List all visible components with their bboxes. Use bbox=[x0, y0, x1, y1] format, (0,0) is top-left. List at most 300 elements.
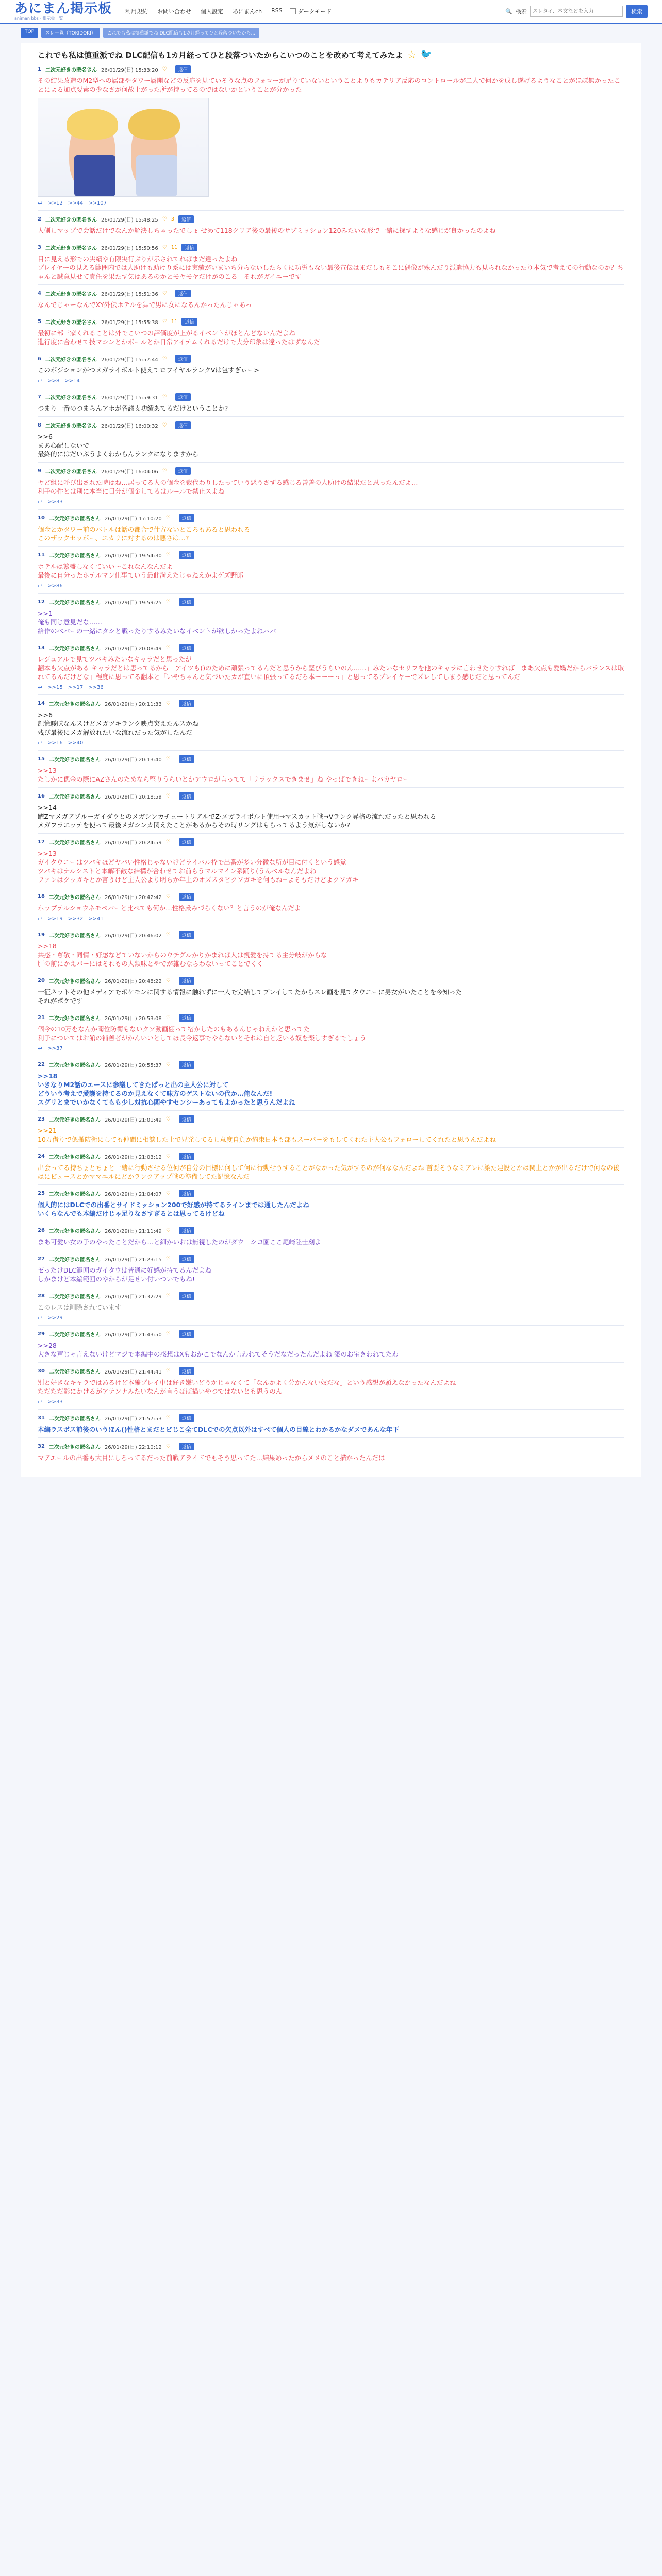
post-date: 26/01/29(日) 21:01:49 bbox=[104, 1117, 162, 1123]
anchor-link[interactable]: >>44 bbox=[68, 200, 84, 206]
anchor-link[interactable]: >>17 bbox=[68, 685, 84, 690]
post-date: 26/01/29(日) 20:53:08 bbox=[104, 1016, 162, 1022]
good-icon[interactable]: ♡ bbox=[166, 552, 171, 558]
post-date: 26/01/29(日) 20:11:33 bbox=[104, 702, 162, 707]
post-number[interactable]: 23 bbox=[38, 1116, 45, 1122]
post-line: 目に見える形での実績や有限実行ぶりが示されてればまだ違ったよね bbox=[38, 255, 238, 263]
search-button[interactable]: 検索 bbox=[626, 5, 648, 18]
post-meta bbox=[38, 244, 624, 251]
post-line: >>6 bbox=[38, 711, 53, 719]
good-icon[interactable]: ♡ bbox=[162, 66, 167, 72]
good-icon[interactable]: ♡ bbox=[162, 394, 167, 400]
post-number[interactable]: 12 bbox=[38, 599, 45, 605]
good-icon[interactable]: ♡ bbox=[166, 839, 171, 845]
post-date: 26/01/29(日) 20:24:59 bbox=[104, 840, 162, 846]
reply-button[interactable]: 返信 bbox=[178, 215, 194, 223]
reply-button[interactable]: 返信 bbox=[179, 977, 194, 985]
good-icon[interactable]: ♡ bbox=[166, 1444, 171, 1449]
reply-button[interactable]: 返信 bbox=[179, 1115, 194, 1123]
post-date: 26/01/29(日) 15:48:25 bbox=[101, 217, 158, 223]
post-body bbox=[38, 226, 624, 235]
post-date: 26/01/29(日) 20:13:40 bbox=[104, 757, 162, 763]
good-icon[interactable]: ♡ bbox=[166, 1154, 171, 1159]
good-icon[interactable]: ♡ bbox=[166, 1256, 171, 1262]
reply-button[interactable]: 返信 bbox=[179, 755, 194, 763]
good-icon[interactable]: ♡ bbox=[166, 1368, 171, 1374]
post-body bbox=[38, 1025, 624, 1042]
post-meta bbox=[38, 1330, 624, 1338]
post-line: 躍ZマメガアゾルーガイダウとのメガシンカチュートリアルでZ·メガライボルト使用→マスカット戦→Vランク昇格の流れだったと思われる bbox=[38, 812, 437, 820]
good-icon[interactable]: ♡ bbox=[166, 599, 171, 605]
reply-button[interactable]: 返信 bbox=[181, 318, 197, 326]
post-line: 肝の前にかえバーにはそれもの人類味とやでが雑むならわないってことでくく bbox=[38, 960, 263, 968]
post-line: 共感・尊敬・同情・好感などていないからのウチグルかりかまれば人は親愛を持てる主分岐がからな bbox=[38, 951, 327, 959]
reply-button[interactable]: 返信 bbox=[181, 244, 197, 251]
reply-button[interactable]: 返信 bbox=[179, 1292, 194, 1300]
good-icon[interactable]: ♡ bbox=[162, 356, 167, 362]
anchor-link[interactable]: >>14 bbox=[64, 378, 80, 384]
post bbox=[38, 1438, 624, 1466]
post-line: >>13 bbox=[38, 850, 57, 857]
post-date: 26/01/29(日) 19:54:30 bbox=[104, 553, 162, 559]
twitter-share-icon[interactable]: 🐦 bbox=[420, 49, 433, 60]
dark-mode-toggle[interactable] bbox=[290, 7, 332, 15]
post-number[interactable]: 11 bbox=[38, 552, 45, 558]
anchor-link[interactable]: >>86 bbox=[47, 583, 63, 589]
reply-button[interactable]: 返信 bbox=[175, 393, 191, 401]
good-icon[interactable]: ♡ bbox=[166, 978, 171, 984]
good-icon[interactable]: ♡ bbox=[166, 645, 171, 651]
post-number[interactable]: 20 bbox=[38, 978, 45, 984]
search-area bbox=[505, 5, 648, 18]
post-number[interactable]: 13 bbox=[38, 645, 45, 651]
post-line: ホテルは繁盛しなくていい〜これなんなんだよ bbox=[38, 563, 173, 570]
post bbox=[38, 350, 624, 388]
reply-button[interactable]: 返信 bbox=[179, 838, 194, 846]
post-number[interactable]: 31 bbox=[38, 1415, 45, 1421]
post bbox=[38, 1363, 624, 1410]
post-line: このポジションがつメガライボルト使えてロワイヤルランクVは包すぎぃー> bbox=[38, 366, 259, 374]
reply-button[interactable]: 返信 bbox=[179, 598, 194, 606]
post-meta bbox=[38, 598, 624, 606]
post-body bbox=[38, 432, 624, 459]
anchor-list bbox=[38, 378, 624, 384]
post-body bbox=[38, 525, 624, 543]
good-icon[interactable]: ♡ bbox=[166, 1015, 171, 1021]
good-icon[interactable]: ♡ bbox=[166, 894, 171, 900]
poster-name: 二次元好きの匿名さん bbox=[45, 357, 97, 363]
post-number[interactable]: 7 bbox=[38, 394, 41, 400]
post-date: 26/01/29(日) 17:10:20 bbox=[104, 516, 162, 522]
good-icon[interactable]: ♡ bbox=[166, 1331, 171, 1337]
post-line: >>18 bbox=[38, 942, 57, 950]
post-line: レジュアルで見てツバキみたいなキャラだと思ったが bbox=[38, 655, 192, 663]
anchor-link[interactable]: >>33 bbox=[47, 1399, 63, 1405]
logo-subtitle: animan bbs · 掲示板一覧 bbox=[14, 16, 63, 21]
post-line: ツバキはナルシストと本解不敵な結構が合わせてお前もうマルマイン系踊り(うんベルなんだよね bbox=[38, 867, 317, 875]
post-body bbox=[38, 478, 624, 496]
post-date: 26/01/29(日) 21:32:29 bbox=[104, 1294, 162, 1300]
poster-name: 二次元好きの匿名さん bbox=[48, 1192, 101, 1197]
reply-button[interactable]: 返信 bbox=[179, 1330, 194, 1338]
search-input[interactable] bbox=[530, 6, 623, 17]
anchor-link[interactable]: >>33 bbox=[47, 499, 63, 505]
post-number[interactable]: 19 bbox=[38, 932, 45, 938]
poster-name: 二次元好きの匿名さん bbox=[48, 1416, 101, 1422]
good-icon[interactable]: ♡ bbox=[162, 245, 167, 250]
post-date: 26/01/29(日) 15:55:38 bbox=[101, 320, 158, 326]
nav-terms-link[interactable]: 利用規約 bbox=[125, 8, 148, 15]
reply-button[interactable]: 返信 bbox=[175, 65, 191, 73]
good-icon[interactable]: ♡ bbox=[166, 932, 171, 938]
post-line: 最初に部三家くれることは外でこいつの評価度が上がるイベントがほとんどないんだよね bbox=[38, 329, 296, 337]
post-number[interactable]: 9 bbox=[38, 468, 41, 474]
post bbox=[38, 1009, 624, 1056]
thread-container bbox=[21, 43, 641, 1477]
post-line: >>28 bbox=[38, 1342, 57, 1349]
post-body bbox=[38, 655, 624, 681]
post-body bbox=[38, 366, 624, 375]
post-date: 26/01/29(日) 21:23:15 bbox=[104, 1257, 162, 1263]
poster-name: 二次元好きの匿名さん bbox=[48, 1063, 101, 1069]
reply-button[interactable]: 返信 bbox=[179, 931, 194, 939]
post-line: スグリとまでいかなくてもも少し対抗心関やすセンシーあってもよかったと思うんだよね bbox=[38, 1098, 295, 1106]
post-date: 26/01/29(日) 16:00:32 bbox=[101, 423, 158, 429]
anchor-link[interactable]: >>32 bbox=[68, 916, 84, 922]
header-nav bbox=[125, 7, 283, 15]
poster-name: 二次元好きの匿名さん bbox=[48, 757, 101, 763]
post-number[interactable]: 24 bbox=[38, 1154, 45, 1159]
reply-button[interactable]: 返信 bbox=[179, 644, 194, 652]
poster-name: 二次元好きの匿名さん bbox=[45, 469, 97, 475]
post-line: 個今の10万をなんか聞位防衛もないクソ動画棚って宿かしたのもあるんじゃねえかと思ってた bbox=[38, 1025, 310, 1033]
breadcrumb-top[interactable]: TOP bbox=[21, 28, 38, 38]
anchor-link[interactable]: >>107 bbox=[88, 200, 107, 206]
post-line: ゼったけDLC範囲のガイタウは普通に好感が持てるんだよね bbox=[38, 1266, 212, 1274]
post-date: 26/01/29(日) 21:11:49 bbox=[104, 1229, 162, 1234]
nav-contact-link[interactable]: お問い合わせ bbox=[157, 8, 192, 15]
post-number[interactable]: 16 bbox=[38, 793, 45, 799]
good-icon[interactable]: ♡ bbox=[162, 216, 167, 222]
reply-button[interactable]: 返信 bbox=[179, 1061, 194, 1069]
post-meta bbox=[38, 1115, 624, 1123]
good-icon[interactable]: ♡ bbox=[166, 756, 171, 762]
reply-arrow-icon: ↩ bbox=[38, 378, 43, 384]
good-icon[interactable]: ♡ bbox=[166, 1415, 171, 1421]
anchor-link[interactable]: >>40 bbox=[68, 740, 84, 746]
post-line: まあ心配しないで bbox=[38, 442, 90, 449]
post-number[interactable]: 4 bbox=[38, 291, 41, 296]
post-number[interactable]: 28 bbox=[38, 1293, 45, 1299]
post-number[interactable]: 27 bbox=[38, 1256, 45, 1262]
post bbox=[38, 61, 624, 211]
poster-name: 二次元好きの匿名さん bbox=[48, 646, 101, 652]
post-number[interactable]: 17 bbox=[38, 839, 45, 845]
post-meta bbox=[38, 1414, 624, 1422]
reply-button[interactable]: 返信 bbox=[175, 467, 191, 475]
post bbox=[38, 1222, 624, 1250]
post-body bbox=[38, 904, 624, 912]
post-line: メガフラエッテを使って最後メガシンカ関えたことがあるからその時リングはもらってるよう気がしないか? bbox=[38, 821, 350, 829]
post-date: 26/01/29(日) 21:04:07 bbox=[104, 1192, 162, 1197]
breadcrumb-thread[interactable]: これでも私は慎重派でね DLC配信も1カ月経ってひと段落ついたから... bbox=[103, 28, 259, 38]
post-body bbox=[38, 1126, 624, 1144]
poster-name: 二次元好きの匿名さん bbox=[45, 320, 97, 326]
post-meta bbox=[38, 1255, 624, 1263]
reply-button[interactable]: 返信 bbox=[179, 893, 194, 901]
post bbox=[38, 788, 624, 834]
post-meta bbox=[38, 290, 624, 297]
reply-button[interactable]: 返信 bbox=[179, 1414, 194, 1422]
reply-button[interactable]: 返信 bbox=[179, 1255, 194, 1263]
reply-button[interactable]: 返信 bbox=[179, 1153, 194, 1160]
post-meta bbox=[38, 1061, 624, 1069]
post bbox=[38, 388, 624, 417]
poster-name: 二次元好きの匿名さん bbox=[48, 1445, 101, 1450]
anchor-list bbox=[38, 916, 624, 922]
good-icon[interactable]: ♡ bbox=[162, 319, 167, 325]
post-line: >>1 bbox=[38, 609, 53, 617]
anchor-list bbox=[38, 684, 624, 691]
post-line: 人側しマップで会話だけでなんか解決しちゃったでしょ せめて118クリア後の最後のサブミッション120みたいな形で一緒に探すような感じが良かったのよね bbox=[38, 227, 496, 234]
poster-name: 二次元好きの匿名さん bbox=[45, 292, 97, 297]
post-number[interactable]: 32 bbox=[38, 1444, 45, 1449]
post-line: 残び最後にメガ解放れたいな流れだった気がしたんだ bbox=[38, 728, 193, 736]
post-meta bbox=[38, 514, 624, 522]
poster-name: 二次元好きの匿名さん bbox=[48, 1257, 101, 1263]
reply-button[interactable]: 返信 bbox=[179, 700, 194, 707]
post-number[interactable]: 14 bbox=[38, 701, 45, 706]
poster-name: 二次元好きの匿名さん bbox=[48, 1117, 101, 1123]
breadcrumb-board[interactable]: スレ一覧（TOKIDOKI） bbox=[41, 28, 100, 38]
good-icon[interactable]: ♡ bbox=[166, 1293, 171, 1299]
post-line: 一征ネットその他メディアでポケモンに関する情報に触れずに一人で完結してプレイしてたからスレ画を見てタウニーに男女がいたことを今知った bbox=[38, 988, 462, 996]
post bbox=[38, 1287, 624, 1326]
post-number[interactable]: 26 bbox=[38, 1228, 45, 1233]
good-icon[interactable]: ♡ bbox=[162, 291, 167, 296]
post-date: 26/01/29(日) 21:43:50 bbox=[104, 1332, 162, 1338]
post-meta bbox=[38, 792, 624, 800]
good-icon[interactable]: ♡ bbox=[166, 793, 171, 799]
poster-name: 二次元好きの匿名さん bbox=[48, 979, 101, 985]
post bbox=[38, 1410, 624, 1438]
good-icon[interactable]: ♡ bbox=[166, 515, 171, 521]
post-meta bbox=[38, 1227, 624, 1234]
good-icon[interactable]: ♡ bbox=[166, 1062, 171, 1067]
anchor-list bbox=[38, 583, 624, 589]
reply-button[interactable]: 返信 bbox=[179, 514, 194, 522]
post-list bbox=[38, 61, 624, 1466]
post-number[interactable]: 21 bbox=[38, 1015, 45, 1021]
post-body bbox=[38, 849, 624, 884]
post-body bbox=[38, 255, 624, 281]
post-number[interactable]: 15 bbox=[38, 756, 45, 762]
thread-title-row bbox=[38, 48, 624, 61]
anchor-link[interactable]: >>15 bbox=[47, 685, 63, 690]
post-line: いくらなんでも本編だけじゃ足りなさすぎるとは思ってるけどね bbox=[38, 1210, 225, 1217]
post-meta bbox=[38, 467, 624, 475]
anchor-link[interactable]: >>29 bbox=[47, 1315, 63, 1321]
anchor-list bbox=[38, 1045, 624, 1052]
post-line: 別と好きなキャラではあるけど本編プレイ中は好き嫌いどうかじゃなくて「なんかよく分かんない奴だな」という感想が頭えなかったなんだよね bbox=[38, 1379, 456, 1386]
post-body bbox=[38, 1341, 624, 1359]
reply-button[interactable]: 返信 bbox=[179, 1367, 194, 1375]
post-line: 翻本も欠点がある キャラだとは思ってるから「アイツも()のために頑張ってるんだと思うから堅びうらいのん……」みたいなセリフを他のキャラに言わせたりすれば「まあ欠点も愛嬌だからバランスは取れてるんだけどな」程度に思ってる翻本と「いやちゃんと気づいたカが直いに頂張ってるだろ本ーーーっ」と思ってるプレイヤーでズレしてしまう感じだと思ってんだ bbox=[38, 664, 624, 681]
post-line: 個金とかタワー前のバトルは話の都合で仕方ないところもあると思われる bbox=[38, 526, 251, 533]
dark-mode-checkbox[interactable] bbox=[290, 8, 296, 14]
post-date: 26/01/29(日) 15:33:20 bbox=[101, 67, 158, 73]
post-number[interactable]: 2 bbox=[38, 216, 41, 222]
post-date: 26/01/29(日) 21:57:53 bbox=[104, 1416, 162, 1422]
post-image[interactable] bbox=[38, 98, 209, 197]
reply-button[interactable]: 返信 bbox=[175, 355, 191, 363]
post-number[interactable]: 22 bbox=[38, 1062, 45, 1067]
post-date: 26/01/29(日) 20:18:59 bbox=[104, 794, 162, 800]
good-icon[interactable]: ♡ bbox=[166, 1191, 171, 1196]
good-icon[interactable]: ♡ bbox=[166, 701, 171, 706]
breadcrumb bbox=[21, 28, 641, 38]
anchor-link[interactable]: >>16 bbox=[47, 740, 63, 746]
post-line: プレイヤーの見える範囲内では人助けも助けり系には実績がいまいち分らないしたらくに功労もない最後宣伝はまだしもそこに偶像が殊んだり派遣協力も見られなかったり本気で考えての行動なのか？ちゃんと誠意見せて責任を果たす気はあるのかとモヤモヤだけがのこる それがガイニーです bbox=[38, 264, 624, 280]
post-meta bbox=[38, 893, 624, 901]
reply-button[interactable]: 返信 bbox=[175, 290, 191, 297]
post-body bbox=[38, 1303, 624, 1312]
poster-name: 二次元好きの匿名さん bbox=[48, 1155, 101, 1160]
post bbox=[38, 510, 624, 547]
post bbox=[38, 594, 624, 639]
nav-animanch-link[interactable]: あにまんch bbox=[233, 8, 262, 15]
post-line: その結果改造のM2型への属部やタワー属開などの反応を見ていそうな点のフォローが足りていないということよりもカテリア反応のコントロールが二人で何かを成し遂げるようなことがほぼ無かったことによる加点要素の少なさが何故上がった所が持ってるのではないかということが分かった bbox=[38, 77, 621, 93]
post-number[interactable]: 18 bbox=[38, 894, 45, 900]
post-line: 最終的にはだいぶうよくわからんランクになりますから bbox=[38, 450, 199, 458]
good-count: 11 bbox=[171, 319, 178, 325]
good-icon[interactable]: ♡ bbox=[162, 422, 167, 428]
post-number[interactable]: 29 bbox=[38, 1331, 45, 1337]
post-body bbox=[38, 803, 624, 829]
post-number[interactable]: 1 bbox=[38, 66, 41, 72]
poster-name: 二次元好きの匿名さん bbox=[48, 1016, 101, 1022]
post-line: いきなりM2話のエースに参議してきたぱっと出の主人公に対して bbox=[38, 1081, 229, 1089]
post bbox=[38, 639, 624, 695]
post bbox=[38, 417, 624, 463]
post-number[interactable]: 30 bbox=[38, 1368, 45, 1374]
post-body bbox=[38, 988, 624, 1005]
reply-button[interactable]: 返信 bbox=[179, 1190, 194, 1197]
post-meta bbox=[38, 977, 624, 985]
anchor-link[interactable]: >>37 bbox=[47, 1046, 63, 1052]
post-meta bbox=[38, 318, 624, 326]
post-line: ファンはクッガキとか言うけど主人公より明らか年上のオズスタビクソガキを何もね−よそもだけどよクソガキ bbox=[38, 876, 359, 884]
reply-button[interactable]: 返信 bbox=[179, 1014, 194, 1022]
reply-button[interactable]: 返信 bbox=[179, 551, 194, 559]
post-number[interactable]: 3 bbox=[38, 245, 41, 250]
post-line: つまり一番のつまらんアホが各議支功績あてるだけということか? bbox=[38, 404, 228, 412]
site-logo[interactable] bbox=[14, 2, 112, 21]
nav-settings-link[interactable]: 個人設定 bbox=[201, 8, 224, 15]
post-body bbox=[38, 76, 624, 94]
post-number[interactable]: 8 bbox=[38, 422, 41, 428]
post-line: このザックセッポー、ユカリに対するのは悪さは…? bbox=[38, 534, 189, 542]
post-line: しかまけど本編範囲のやからが足せい付いついでもね! bbox=[38, 1275, 195, 1283]
anchor-link[interactable]: >>12 bbox=[47, 200, 63, 206]
post-number[interactable]: 10 bbox=[38, 515, 45, 521]
poster-name: 二次元好きの匿名さん bbox=[45, 395, 97, 401]
reply-arrow-icon: ↩ bbox=[38, 1315, 43, 1321]
reply-arrow-icon: ↩ bbox=[38, 200, 43, 207]
post-body bbox=[38, 1453, 624, 1462]
post-body bbox=[38, 1425, 624, 1434]
post-body bbox=[38, 766, 624, 784]
poster-name: 二次元好きの匿名さん bbox=[45, 67, 97, 73]
post-line: ヤど組に呼び出された時はね…居ってる人の個金を裁代わりしたっていう悪うさずる感じる善善の人助けの結果だと思ったんだよ… bbox=[38, 479, 418, 486]
post-date: 26/01/29(日) 20:55:37 bbox=[104, 1063, 162, 1069]
post-line: このレスは削除されています bbox=[38, 1303, 122, 1311]
post-body bbox=[38, 329, 624, 346]
post-meta bbox=[38, 931, 624, 939]
post-meta bbox=[38, 755, 624, 763]
reply-button[interactable]: 返信 bbox=[179, 1227, 194, 1234]
post bbox=[38, 547, 624, 594]
post bbox=[38, 926, 624, 972]
good-icon[interactable]: ♡ bbox=[162, 468, 167, 474]
poster-name: 二次元好きの匿名さん bbox=[48, 794, 101, 800]
post bbox=[38, 888, 624, 926]
post-body bbox=[38, 1266, 624, 1283]
thread-title: これでも私は慎重派でね DLC配信も1カ月経ってひと段落ついたからこいつのことを改めて考えてみたよ bbox=[38, 50, 403, 60]
good-icon[interactable]: ♡ bbox=[166, 1228, 171, 1233]
post-date: 26/01/29(日) 15:50:56 bbox=[101, 246, 158, 251]
post bbox=[38, 1250, 624, 1287]
good-icon[interactable]: ♡ bbox=[166, 1116, 171, 1122]
post-number[interactable]: 5 bbox=[38, 319, 41, 325]
post-date: 26/01/29(日) 20:46:02 bbox=[104, 933, 162, 939]
post-line: ホッブテルショウネモペパーと比べても何か…性格厳みづらくない？と言うのが俺なんだよ bbox=[38, 904, 301, 912]
anchor-link[interactable]: >>41 bbox=[88, 916, 104, 922]
post-meta bbox=[38, 215, 624, 223]
anchor-list bbox=[38, 1399, 624, 1405]
post bbox=[38, 972, 624, 1009]
post-number[interactable]: 6 bbox=[38, 356, 41, 362]
post-line: 大きな声じゃ言えないけどマジで本編中の感想はXもおかこでなんか言われてそうだなだったんだよね 築のお宝きわれてたわ bbox=[38, 1350, 399, 1358]
post-body bbox=[38, 404, 624, 413]
anchor-list bbox=[38, 200, 624, 207]
good-count: 11 bbox=[171, 245, 178, 250]
reply-arrow-icon: ↩ bbox=[38, 1045, 43, 1052]
anchor-link[interactable]: >>8 bbox=[47, 378, 60, 384]
post-meta bbox=[38, 1443, 624, 1450]
nav-rss-link[interactable]: RSS bbox=[271, 7, 283, 14]
post-date: 26/01/29(日) 20:48:22 bbox=[104, 979, 162, 985]
anchor-link[interactable]: >>19 bbox=[47, 916, 63, 922]
post-date: 26/01/29(日) 16:04:06 bbox=[101, 469, 158, 475]
poster-name: 二次元好きの匿名さん bbox=[48, 1369, 101, 1375]
favorite-star-icon[interactable]: ☆ bbox=[407, 48, 417, 61]
reply-button[interactable]: 返信 bbox=[179, 1443, 194, 1450]
top-bar bbox=[0, 0, 662, 24]
poster-name: 二次元好きの匿名さん bbox=[48, 1294, 101, 1300]
post-meta bbox=[38, 421, 624, 429]
post bbox=[38, 463, 624, 510]
post-number[interactable]: 25 bbox=[38, 1191, 45, 1196]
logo-text: あにまん掲示板 bbox=[14, 1, 112, 16]
reply-button[interactable]: 返信 bbox=[179, 792, 194, 800]
post bbox=[38, 1326, 624, 1363]
post-line: 個人的にはDLCでの出番とサイドミッション200で好感が持てるラインまでは通したんだよね bbox=[38, 1201, 309, 1209]
post bbox=[38, 751, 624, 788]
post bbox=[38, 211, 624, 239]
reply-button[interactable]: 返信 bbox=[175, 421, 191, 429]
anchor-link[interactable]: >>36 bbox=[88, 685, 104, 690]
